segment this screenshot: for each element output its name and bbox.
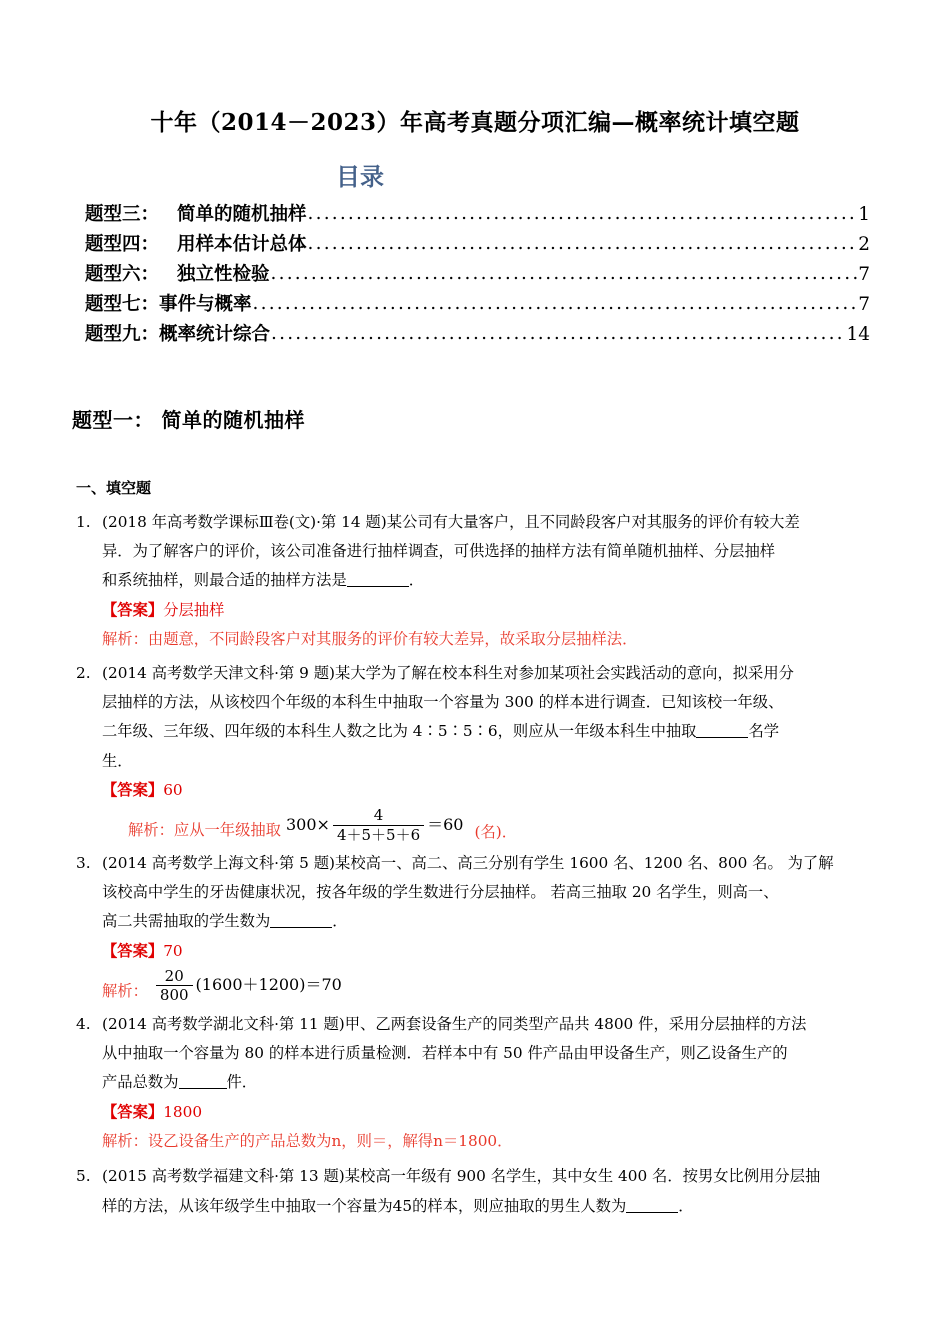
page-title: 十年（2014－2023）年高考真题分项汇编—概率统计填空题 [150,109,800,136]
problem-item [0,1156,950,1221]
math-rest: (1600＋1200)＝70 [195,975,342,995]
problem-item [0,1008,950,1157]
fraction-denominator: 800 [156,985,193,1003]
fraction [156,968,193,1003]
fill-in-blank[interactable] [347,571,409,587]
toc-dot-leader [308,199,858,229]
problem-text: (2014 高考数学湖北文科·第 11 题)甲、乙两套设备生产的同类型产品共 4800 件，采用分层抽样的方法 [102,1014,807,1033]
fraction-numerator: 20 [164,967,184,986]
toc-entry[interactable] [85,290,870,320]
answer-value: 60 [163,780,183,799]
answer-line [76,1098,872,1127]
math-expression [148,968,347,1003]
toc-entry-title: 概率统计综合 [159,323,271,345]
toc-entry-page: 14 [846,323,870,345]
toc-dot-leader [308,229,858,259]
problem-line: 从中抽取一个容量为 80 的样本进行质量检测．若样本中有 50 件产品由甲设备生产，则乙设备生产的 [102,1043,788,1062]
toc-entry-page: 7 [858,293,870,315]
toc-entry-label: 题型九： [85,323,160,345]
fraction-denominator: 4＋5＋5＋6 [333,825,424,843]
analysis-lead: 解析：应从一年级抽取 [128,820,281,839]
problem-item [0,655,950,847]
problem-text-tail: ． [332,912,348,931]
problem-line [76,1192,872,1221]
problem-text: 和系统抽样，则最合适的抽样方法是 [102,571,347,590]
problem-line [76,1010,872,1039]
problem-text: 产品总数为 [102,1073,179,1092]
toc-entry-label: 题型三： [85,203,160,225]
problem-text: (2015 高考数学福建文科·第 13 题)某校高一年级有 900 名学生，其中女生 400 名．按男女比例用分层抽 [102,1167,821,1186]
answer-line [76,937,872,966]
toc-entry[interactable] [85,230,870,260]
fill-in-blank[interactable] [270,912,332,928]
fraction-numerator: 4 [373,806,384,825]
fraction [333,807,424,842]
analysis-line: 解析：设乙设备生产的产品总数为n，则＝，解得n＝1800． [102,1131,513,1150]
subsection-heading: 一、填空题 [76,478,152,497]
answer-tag: 【答案】 [102,941,164,960]
toc-dot-leader [253,289,858,319]
fill-in-blank[interactable] [626,1196,678,1212]
problem-text-tail: 名学 [748,722,780,741]
problem-text-tail: 件． [226,1073,258,1092]
problem-line [76,508,872,537]
problem-text: (2014 高考数学天津文科·第 9 题)某大学为了解在校本科生对参加某项社会实践活动的意向，拟采用分 [102,663,794,682]
math-expression [281,807,469,842]
problem-line [76,907,872,936]
answer-line [76,776,872,805]
math-equals: ＝60 [427,814,464,834]
toc-entry-page: 2 [858,233,870,255]
analysis-math-row [76,805,872,846]
problem-line [76,849,872,878]
answer-tag: 【答案】 [102,1102,164,1121]
answer-value: 70 [163,941,183,960]
toc-entry-label: 题型四： [85,233,160,255]
toc-entry[interactable] [85,260,870,290]
problem-text: (2018 年高考数学课标Ⅲ卷(文)·第 14 题)某公司有大量客户，且不同龄段客户对其服务的评价有较大差 [102,512,800,531]
problem-line: 异．为了解客户的评价，该公司准备进行抽样调查，可供选择的抽样方法有简单随机抽样、分层抽样 [102,542,776,561]
problem-text-tail: ． [678,1196,694,1215]
fill-in-blank[interactable] [696,722,748,738]
problem-line: 生． [102,751,133,770]
toc-entry-title: 用样本估计总体 [177,233,307,255]
problem-line: 该校高中学生的牙齿健康状况，按各年级的学生数进行分层抽样。 若高三抽取 20 名学生，则高一、 [102,883,779,902]
analysis-lead: 解析： [102,981,148,1000]
problem-line: 层抽样的方法，从该校四个年级的本科生中抽取一个容量为 300 的样本进行调查．已知该校一年级、 [102,692,784,711]
section-heading: 题型一： 简单的随机抽样 [72,407,305,432]
analysis-line: 解析：由题意，不同龄段客户对其服务的评价有较大差异，故采取分层抽样法． [102,630,638,649]
problem-text: 高二共需抽取的学生数为 [102,912,271,931]
answer-tag: 【答案】 [102,780,164,799]
toc-entry-page: 1 [858,203,870,225]
toc-entry-title: 简单的随机抽样 [177,203,307,225]
answer-tag: 【答案】 [102,600,164,619]
problem-number: 1. [76,512,91,531]
problem-line [76,1162,872,1191]
toc-entry-page: 7 [858,263,870,285]
analysis-math-row [76,966,872,1007]
problem-number: 4. [76,1014,91,1033]
problem-number: 5. [76,1167,91,1186]
toc-entry[interactable] [85,320,870,350]
toc-heading: 目录 [336,161,384,191]
problem-text: 二年级、三年级、四年级的本科生人数之比为 4∶5∶5∶6，则应从一年级本科生中抽取 [102,722,697,741]
problem-text-tail: ． [408,571,425,590]
toc-dot-leader [271,259,858,289]
problem-line [76,566,872,595]
problem-text: (2014 高考数学上海文科·第 5 题)某校高一、高二、高三分别有学生 1600 名、1200 名、800 名。 为了解 [102,853,834,872]
answer-value: 分层抽样 [163,600,225,619]
table-of-contents [0,192,950,350]
toc-dot-leader [271,319,845,349]
problem-item [0,847,950,1008]
problem-line [76,1068,872,1097]
answer-value: 1800 [163,1102,203,1121]
problem-line [76,659,872,688]
problem-number: 3. [76,853,91,872]
toc-entry[interactable] [85,200,870,230]
problem-line [76,717,872,746]
problem-text: 样的方法，从该年级学生中抽取一个容量为45的样本，则应抽取的男生人数为 [102,1196,627,1215]
math-coefficient: 300× [285,814,330,834]
toc-entry-label: 题型七： [85,293,160,315]
toc-entry-label: 题型六： [85,263,160,285]
fill-in-blank[interactable] [179,1073,227,1089]
problem-item [0,498,950,655]
toc-entry-title: 事件与概率 [159,293,252,315]
problem-number: 2. [76,663,91,682]
answer-line [76,596,872,625]
analysis-tail: (名)． [474,822,518,841]
toc-entry-title: 独立性检验 [177,263,270,285]
